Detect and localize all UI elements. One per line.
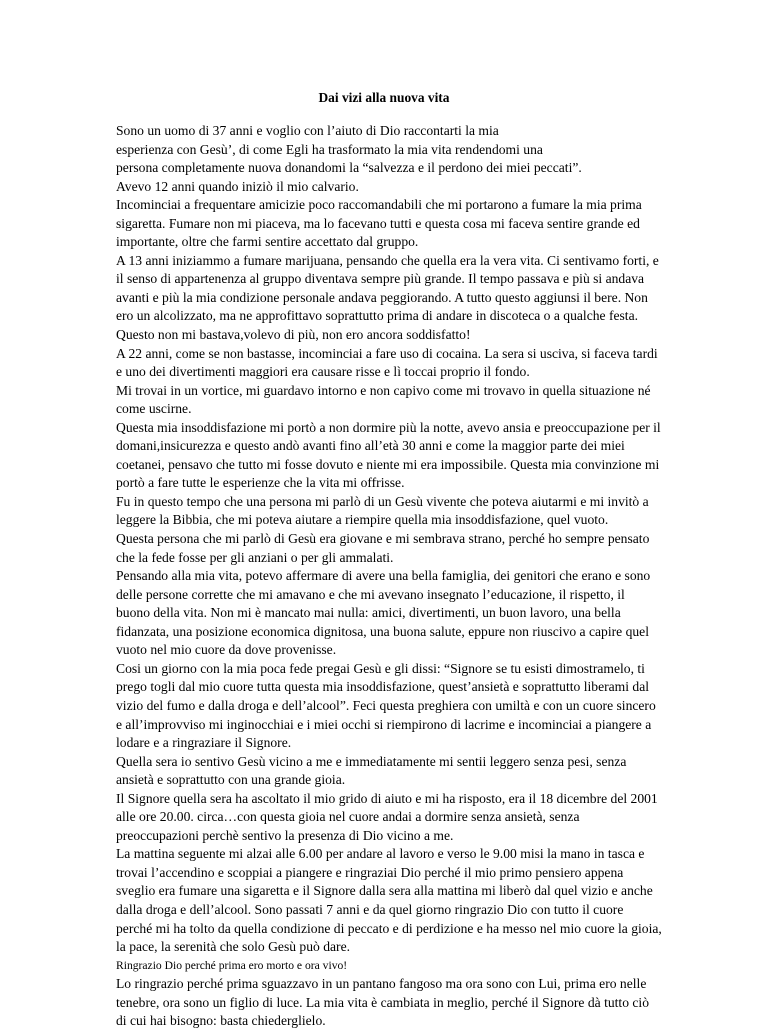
text-line: e all’improvviso mi inginocchiai e i miei occhi si riempirono di lacrime e incominciai a piangere a	[116, 716, 652, 732]
text-line: Fu in questo tempo che una persona mi parlò di un Gesù vivente che poteva aiutarmi e mi invitò a	[116, 493, 649, 509]
document-body	[116, 122, 676, 1031]
text-line: che la fede fosse per gli anziani o per gli ammalati.	[116, 549, 394, 565]
text-line: A 13 anni iniziammo a fumare marijuana, pensando che quella era la vera vita. Ci sentivamo forti, e	[116, 252, 659, 268]
text-line: buono della vita. Non mi è mancato mai nulla: amici, divertimenti, un buon lavoro, una bella	[116, 605, 621, 621]
text-line: il senso di appartenenza al gruppo diventava sempre più grande. Il tempo passava e più si andava	[116, 271, 645, 287]
text-line: Sono un uomo di 37 anni e voglio con l’aiuto di Dio raccontarti la mia	[116, 123, 499, 138]
text-line: Questo non mi bastava,volevo di più, non ero ancora soddisfatto!	[116, 327, 471, 343]
text-line: Ringrazio Dio perché prima ero morto e ora vivo!	[116, 958, 348, 972]
text-line: portò a fare tutte le esperienze che la vita mi offrisse.	[116, 475, 405, 491]
text-line: delle persone corrette che mi amavano e che mi avevano insegnato l’educazione, il rispetto, il	[116, 586, 625, 602]
text-line: vuoto nel mio cuore da dove provenisse.	[116, 642, 337, 658]
text-line: Lo ringrazio perché prima sguazzavo in un pantano fangoso ma ora sono con Lui, prima ero nelle	[116, 976, 647, 992]
text-line: Pensando alla mia vita, potevo affermare di avere una bella famiglia, dei genitori che erano e sono	[116, 568, 651, 584]
text-line: sveglio era fumare una sigaretta e il Signore dalla sera alla mattina mi liberò dal quel vizio e anche	[116, 883, 653, 899]
text-line: A 22 anni, come se non bastasse, incominciai a fare uso di cocaina. La sera si usciva, si faceva tardi	[116, 345, 658, 361]
text-line: trovai l’accendino e scoppiai a piangere e ringraziai Dio perché il mio primo pensiero appena	[116, 864, 624, 880]
text-line: Questa persona che mi parlò di Gesù era giovane e mi sembrava strano, perché ho sempre pensato	[116, 531, 650, 547]
text-line: e uno dei divertimenti maggiori era causare risse e lì toccai proprio il fondo.	[116, 364, 530, 380]
text-line: domani,insicurezza e questo andò avanti fino all’età 30 anni e come la maggior parte dei miei	[116, 438, 625, 454]
text-line: leggere la Bibbia, che mi poteva aiutare a riempire quella mia insoddisfazione, quel vuoto.	[116, 512, 609, 528]
text-line: di cui hai bisogno: basta chiederglielo.	[116, 1013, 326, 1029]
text-line: ero un alcolizzato, ma ne approfittavo soprattutto prima di andare in discoteca o a qualche festa.	[116, 308, 639, 324]
text-line: Cosi un giorno con la mia poca fede pregai Gesù e gli dissi: “Signore se tu esisti dimostramelo, ti	[116, 660, 645, 676]
text-line: prego togli dal mio cuore tutta questa mia insoddisfazione, quest’ansietà e soprattutto liberami dal	[116, 679, 650, 695]
text-line: persona completamente nuova donandomi la “salvezza e il perdono dei miei peccati”.	[116, 160, 582, 176]
text-line: Questa mia insoddisfazione mi portò a non dormire più la notte, avevo ansia e preoccupazione per il	[116, 419, 661, 435]
text-line: la pace, la serenità che solo Gesù può dare.	[116, 939, 351, 955]
text-line: vizio del fumo e dalla droga e dell’alcool”. Feci questa preghiera con umiltà e con un cuore sincero	[116, 697, 656, 713]
text-line: lodare e a ringraziare il Signore.	[116, 735, 292, 751]
text-line: preoccupazioni perchè sentivo la presenza di Dio vicino a me.	[116, 827, 454, 843]
text-line: perché mi ha tolto da quella condizione di peccato e di perdizione e ha messo nel mio cuore la gioia,	[116, 920, 662, 936]
text-line: come uscirne.	[116, 401, 192, 417]
text-line: fidanzata, una posizione economica dignitosa, una buona salute, eppure non riuscivo a capire quel	[116, 623, 649, 639]
text-line: ansietà e soprattutto con una grande gioia.	[116, 772, 346, 788]
text-line: importante, oltre che farmi sentire accettato dal gruppo.	[116, 234, 419, 250]
text-line: avanti e più la mia condizione personale andava peggiorando. A tutto questo aggiunsi il bere. Non	[116, 289, 648, 305]
text-line: Avevo 12 anni quando iniziò il mio calvario.	[116, 178, 359, 194]
text-line: Quella sera io sentivo Gesù vicino a me e immediatamente mi sentii leggero senza pesi, senza	[116, 753, 627, 769]
text-line: coetanei, pensavo che tutto mi fosse dovuto e niente mi era impossibile. Questa mia convinzione mi	[116, 456, 660, 472]
text-line: Il Signore quella sera ha ascoltato il mio grido di aiuto e mi ha risposto, era il 18 dicembre del 2001	[116, 790, 658, 806]
text-line: Incominciai a frequentare amicizie poco raccomandabili che mi portarono a fumare la mia prima	[116, 197, 642, 213]
text-line: Mi trovai in un vortice, mi guardavo intorno e non capivo come mi trovavo in quella situazione né	[116, 382, 651, 398]
text-line: La mattina seguente mi alzai alle 6.00 per andare al lavoro e verso le 9.00 misi la mano in tasca e	[116, 846, 645, 862]
document-title: Dai vizi alla nuova vita	[318, 90, 450, 105]
text-line: alle ore 20.00. circa…con questa gioia nel cuore andai a dormire senza ansietà, senza	[116, 809, 580, 825]
text-line: sigaretta. Fumare non mi piaceva, ma lo facevano tutti e questa cosa mi faceva sentire grande ed	[116, 215, 640, 231]
text-line: tenebre, ora sono un figlio di luce. La mia vita è cambiata in meglio, perché il Signore dà tutto ciò	[116, 994, 650, 1010]
text-line: dalla droga e dell’alcool. Sono passati 7 anni e da quel giorno ringrazio Dio con tutto il cuore	[116, 901, 624, 917]
text-line: esperienza con Gesù’, di come Egli ha trasformato la mia vita rendendomi una	[116, 141, 543, 157]
